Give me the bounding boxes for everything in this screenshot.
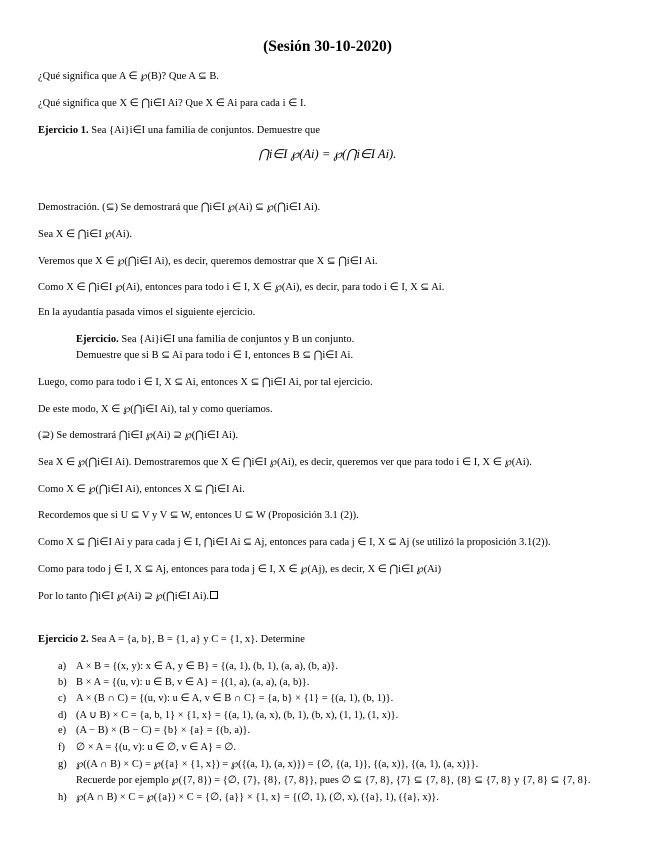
proof-line-3: Veremos que X ∈ ℘(⋂i∈I Ai), es decir, queremos demostrar que X ⊆ ⋂i∈I Ai. [38, 256, 378, 267]
item-label: h) [58, 792, 67, 803]
proof-line-10: Como X ∈ ℘(⋂i∈I Ai), entonces X ⊆ ⋂i∈I Ai. [38, 484, 245, 495]
item-label: c) [58, 693, 67, 704]
intro-line-2: ¿Qué significa que X ∈ ⋂i∈I Ai? Que X ∈ Ai para cada i ∈ I. [38, 98, 307, 109]
exercise-2-text: Sea A = {a, b}, B = {1, a} y C = {1, x}. Determine [88, 634, 305, 645]
item-label: b) [58, 677, 67, 688]
exercise-2-label: Ejercicio 2. [38, 634, 89, 645]
intro-line-1: ¿Qué significa que A ∈ ℘(B)? Que A ⊆ B. [38, 71, 220, 82]
proof-line-7: De este modo, X ∈ ℘(⋂i∈I Ai), tal y como queríamos. [38, 404, 273, 415]
list-item [58, 709, 398, 721]
item-label: a) [58, 661, 67, 672]
sub-exercise-text: Sea {Ai}i∈I una familia de conjuntos y B un conjunto. [118, 334, 355, 345]
proof-conclusion [38, 590, 218, 602]
list-item-note [58, 774, 591, 786]
list-item [58, 692, 393, 704]
sub-exercise-label: Ejercicio. [76, 334, 119, 345]
item-text: ℘(A ∩ B) × C = ℘({a}) × C = {∅, {a}} × {1, x} = {(∅, 1), (∅, x), ({a}, 1), ({a}, x)}. [76, 792, 439, 803]
item-label: f) [58, 742, 66, 753]
exercise-1-statement [38, 124, 320, 136]
item-text: B × A = {(u, v): u ∈ B, v ∈ A} = {(1, a), (a, a), (a, b)}. [76, 677, 310, 688]
proof-line-13: Como para todo j ∈ I, X ⊆ Aj, entonces para toda j ∈ I, X ∈ ℘(Aj), es decir, X ∈ ⋂i∈I ℘(Ai) [38, 564, 442, 575]
item-label: d) [58, 710, 67, 721]
qed-square-icon [210, 591, 218, 599]
exercise-1-label: Ejercicio 1. [38, 125, 89, 136]
item-text: Recuerde por ejemplo ℘({7, 8}) = {∅, {7}, {8}, {7, 8}}, pues ∅ ⊆ {7, 8}, {7} ⊆ {7, 8}, {8} ⊆ {7, 8} y {7, 8} ⊆ {7, 8}. [76, 775, 591, 786]
sub-exercise-line-1 [76, 333, 354, 345]
item-label: e) [58, 725, 67, 736]
list-item [58, 660, 338, 672]
proof-line-11: Recordemos que si U ⊆ V y V ⊆ W, entonces U ⊆ W (Proposición 3.1 (2)). [38, 510, 359, 521]
item-text: (A − B) × (B − C) = {b} × {a} = {(b, a)}. [76, 725, 251, 736]
item-text: (A ∪ B) × C = {a, b, 1} × {1, x} = {(a, 1), (a, x), (b, 1), (b, x), (1, 1), (1, x)}. [76, 710, 399, 721]
proof-line-8: (⊇) Se demostrará ⋂i∈I ℘(Ai) ⊇ ℘(⋂i∈I Ai). [38, 430, 239, 441]
item-text: A × (B ∩ C) = {(u, v): u ∈ A, v ∈ B ∩ C} = {a, b} × {1} = {(a, 1), (b, 1)}. [76, 693, 394, 704]
exercise-2-statement [38, 634, 305, 645]
exercise-1-equation: ⋂i∈I ℘(Ai) = ℘(⋂i∈I Ai). [258, 147, 397, 161]
proof-line-1: Demostración. (⊆) Se demostrará que ⋂i∈I ℘(Ai) ⊆ ℘(⋂i∈I Ai). [38, 202, 321, 213]
proof-line-4: Como X ∈ ⋂i∈I ℘(Ai), entonces para todo i ∈ I, X ∈ ℘(Ai), es decir, para todo i ∈ I, X ⊆ Ai. [38, 282, 445, 293]
proof-line-9: Sea X ∈ ℘(⋂i∈I Ai). Demostraremos que X ∈ ⋂i∈I ℘(Ai), es decir, queremos ver que para todo i ∈ I, X ∈ ℘(Ai). [38, 457, 532, 468]
exercise-1-text: Sea {Ai}i∈I una familia de conjuntos. Demuestre que [88, 125, 321, 136]
proof-line-12: Como X ⊆ ⋂i∈I Ai y para cada j ∈ I, ⋂i∈I Ai ⊆ Aj, entonces para cada j ∈ I, X ⊆ Aj (se utilizó la proposición 3.1(2)). [38, 537, 551, 548]
list-item [58, 758, 478, 770]
proof-line-2: Sea X ∈ ⋂i∈I ℘(Ai). [38, 229, 132, 240]
list-item [58, 791, 439, 803]
list-item [58, 725, 250, 736]
sub-exercise-line-2: Demuestre que si B ⊆ Ai para todo i ∈ I, entonces B ⊆ ⋂i∈I Ai. [76, 350, 354, 361]
proof-line-5: En la ayudantía pasada vimos el siguiente ejercicio. [38, 307, 256, 318]
list-item [58, 676, 309, 688]
item-label: g) [58, 759, 67, 770]
item-text: ∅ × A = {(u, v): u ∈ ∅, v ∈ A} = ∅. [76, 742, 236, 753]
proof-conclusion-text: Por lo tanto ⋂i∈I ℘(Ai) ⊇ ℘(⋂i∈I Ai). [38, 591, 210, 602]
list-item [58, 741, 236, 753]
item-text: ℘((A ∩ B) × C) = ℘({a} × {1, x}) = ℘({(a, 1), (a, x)}) = {∅, {(a, 1)}, {(a, x)}, {(a, 1), (a, x)}}. [76, 759, 479, 770]
page-title: (Sesión 30-10-2020) [263, 38, 392, 55]
item-text: A × B = {(x, y): x ∈ A, y ∈ B} = {(a, 1), (b, 1), (a, a), (b, a)}. [76, 661, 339, 672]
proof-line-6: Luego, como para todo i ∈ I, X ⊆ Ai, entonces X ⊆ ⋂i∈I Ai, por tal ejercicio. [38, 377, 373, 388]
